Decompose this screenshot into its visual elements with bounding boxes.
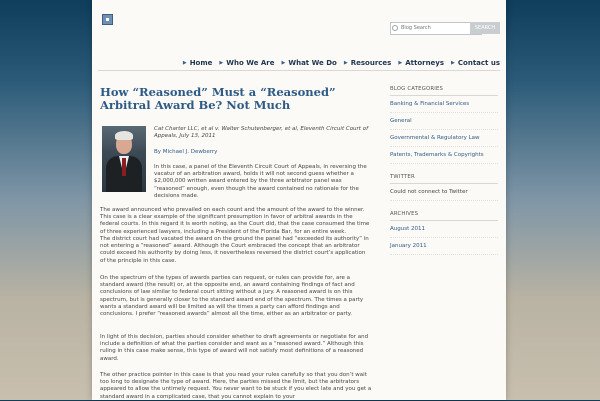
archives (390, 211, 498, 255)
arrow-right-icon: ▶ (219, 60, 224, 66)
category-link[interactable]: General (390, 118, 498, 130)
twitter-widget (390, 174, 498, 201)
nav-item-label: Contact us (457, 59, 500, 67)
nav-item-who-we-are[interactable] (212, 59, 274, 67)
search-icon (392, 25, 398, 31)
nav-item-resources[interactable] (337, 59, 391, 67)
post-paragraph: The district court had vacated the award on the ground the panel had “exceeded its authority” in not entering a “reasoned” award. Although the Court embraced the concept that an arbitrator could exceed his authority by doing less, it nevertheless reversed the district court’s application of the principle in this case. (100, 236, 369, 264)
archive-link[interactable]: January 2011 (390, 243, 498, 255)
nav-item-contact-us[interactable] (444, 59, 500, 67)
arrow-right-icon: ▶ (398, 60, 403, 66)
post-paragraph: The award announced who prevailed on each count and the amount of the award to the winner. This case is a clear example of the significant presumption in favor of arbitral awards in the federal courts. In this regard it is worth noting, as the Court did, that the case consumed the time of three experienced lawyers, including a President of the Florida Bar, for an entire week. (100, 207, 370, 235)
nav-item-label: What We Do (288, 59, 337, 67)
page-container (92, 0, 506, 400)
post-paragraph: The other practice pointer in this case is that you read your rules carefully so that you don’t wait too long to designate the type of award. Here, the parties missed the limit, but the arbitrators appeared to allow the untimely request. You never want to be stuck if you elect late and you get a standard award in a complicated case, that you cannot explain to your (100, 372, 372, 400)
search-input[interactable] (390, 22, 482, 35)
post-paragraph: In this case, a panel of the Eleventh Circuit Court of Appeals, in reversing the vacatur of an arbitration award, holds it will not second guess whether a $2,000,000 written award entered by the three arbitrator panel was “reasoned” enough, even though the award contained no rationale for the decisions made. (154, 164, 367, 199)
archive-link[interactable]: August 2011 (390, 226, 498, 238)
twitter-status: Could not connect to Twitter (390, 189, 498, 201)
nav-item-label: Resources (350, 59, 392, 67)
nav-item-what-we-do[interactable] (275, 59, 337, 67)
category-link[interactable]: Governmental & Regulatory Law (390, 135, 498, 147)
nav-item-attorneys[interactable] (391, 59, 444, 67)
byline (154, 149, 217, 156)
sidebar (390, 86, 498, 265)
arrow-right-icon: ▶ (182, 60, 187, 66)
category-link[interactable]: Banking & Financial Services (390, 101, 498, 113)
nav-item-home[interactable] (176, 59, 213, 67)
arrow-right-icon: ▶ (451, 60, 455, 66)
sidebar-heading: BLOG CATEGORIES (390, 86, 498, 96)
nav-item-label: Attorneys (405, 59, 445, 67)
byline-prefix: By (154, 149, 163, 155)
author-photo (102, 126, 146, 192)
search-button[interactable]: SEARCH (470, 22, 500, 34)
category-link[interactable]: Patents, Trademarks & Copyrights (390, 152, 498, 164)
arrow-right-icon: ▶ (343, 60, 348, 66)
main-nav (176, 59, 500, 67)
post-paragraph: In light of this decision, parties should consider whether to draft agreements or negotiate for and include a definition of what the parties consider and want as a “reasoned award.” Although this ruling in this case make sense, this type of award will not satisfy most definitions of a reasoned award. (100, 334, 369, 362)
post-title[interactable]: How “Reasoned” Must a “Reasoned” Arbitral Award Be? Not Much (100, 85, 336, 112)
nav-divider (98, 70, 500, 71)
author-link[interactable]: Michael J. Dewberry (162, 149, 218, 155)
nav-item-label: Home (189, 59, 213, 67)
sidebar-heading: ARCHIVES (390, 211, 498, 221)
arrow-right-icon: ▶ (281, 60, 286, 66)
case-citation: Cat Charter LLC, et al v. Walter Schutenberger, et al, Eleventh Circuit Court of Appeals, July 13, 2011 (154, 126, 369, 140)
post-content (100, 85, 372, 400)
document-icon[interactable]: ▪ (102, 14, 113, 25)
nav-item-label: Who We Are (226, 59, 275, 67)
post-paragraph: On the spectrum of the types of awards parties can request, or rules can provide for, are a standard award (the result) or, at the opposite end, an award containing findings of fact and conclusions of law similar to federal court sitting without a jury. A reasoned award is on this spectrum, but is generally closer to the standard award end of the spectrum. The times a party wants a standard award will be limited as will the times a party can afford findings and conclusions. I prefer “reasoned awards” almost all the time, either as an arbitrator or party. (100, 275, 364, 318)
blog-categories (390, 86, 498, 164)
sidebar-heading: TWITTER (390, 174, 498, 184)
